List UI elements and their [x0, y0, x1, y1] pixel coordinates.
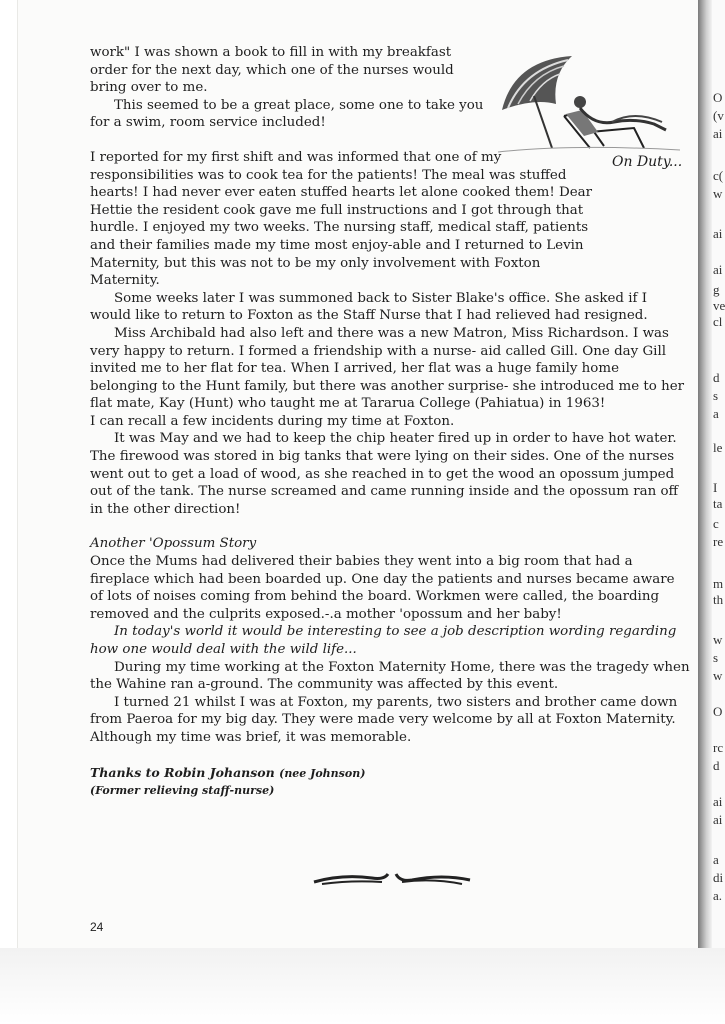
illustration-caption: On Duty... — [612, 154, 683, 170]
next-page-edge — [712, 0, 725, 948]
next-page-fragment: g — [713, 282, 720, 297]
next-page-fragment: rc — [713, 740, 724, 755]
next-page-fragment: th — [713, 592, 724, 607]
next-page-fragment: w — [713, 186, 723, 201]
swash-divider — [312, 868, 472, 890]
next-page-fragment: I — [713, 480, 718, 495]
paragraph: I reported for my first shift and was informed that one of my responsibilities was to cook tea for the patients! The meal was stuffed hearts! I had never ever eaten stuffed hearts let alone cooked them! Dear Hettie the resident cook gave me full instructions and I got through that hurdle. I enjoyed my two weeks. The nursing staff, medical staff, patients and their families made my time most enjoy-able and I returned to Levin Maternity, but this was not to be my only involvement with Foxton Maternity. — [90, 149, 593, 289]
next-page-fragment: di — [713, 870, 724, 885]
paragraph: I turned 21 whilst I was at Foxton, my parents, two sisters and brother came down from Paeroa for my big day. They were made very welcome by all at Foxton Maternity. Although my time was brief, it was memorable. — [90, 694, 678, 745]
next-page-fragment: c( — [713, 168, 724, 183]
next-page-fragment: ai — [713, 226, 723, 241]
paragraph: Once the Mums had delivered their babies they went into a big room that had a fireplace which had been boarded up. One day the patients and nurses became aware of lots of noises coming from behind the board. Workmen were called, the boarding removed and the culprits exposed.-.a mother 'opossum and her baby! — [90, 554, 675, 622]
paragraph: It was May and we had to keep the chip heater fired up in order to have hot water. The firewood was stored in big tanks that were lying on their sides. One of the nurses went out to get a load of wood, as she reached in to get the wood an opossum jumped out of the tank. The nurse screamed and came running inside and the opossum ran off in the other direction! — [90, 431, 679, 517]
next-page-fragment: d — [713, 758, 720, 773]
next-page-fragment: a — [713, 852, 719, 867]
next-page-fragment: ai — [713, 262, 723, 277]
paragraph: During my time working at the Foxton Maternity Home, there was the tragedy when the Wahine ran a-ground. The community was affected by this event. — [90, 659, 690, 693]
book-spine — [698, 0, 712, 1024]
next-page-fragment: ai — [713, 794, 723, 809]
next-page-fragment: w — [713, 668, 723, 683]
next-page-fragment: m — [713, 576, 724, 591]
paragraph: This seemed to be a great place, some one to take you for a swim, room service included! — [90, 97, 484, 131]
section-heading: Another 'Opossum Story — [90, 536, 257, 552]
next-page-fragment: le — [713, 440, 723, 455]
next-page-fragment: s — [713, 388, 719, 403]
paragraph: In today's world it would be interesting to see a job description wording regarding how one would deal with the wild life... — [90, 624, 677, 657]
page-number: 24 — [90, 920, 104, 934]
paragraph: work" I was shown a book to fill in with my breakfast order for the next day, which one of the nurses would bring over to me. — [90, 45, 454, 96]
signature-role: (Former relieving staff-nurse) — [90, 784, 275, 798]
scan-margin — [0, 948, 725, 1024]
next-page-fragment: s — [713, 650, 719, 665]
paragraph: Miss Archibald had also left and there was a new Matron, Miss Richardson. I was very happy to return. I formed a friendship with a nurse- aid called Gill. One day Gill invited me to her flat for tea. When I arrived, her flat was a huge family home belonging to the Hunt family, but there was another surprise- she introduced me to her flat mate, Kay (Hunt) who taught me at Tararua College (Pahiatua) in 1963! — [90, 325, 685, 412]
next-page-fragment: (v — [713, 108, 724, 123]
paragraph: I can recall a few incidents during my time at Foxton. — [90, 413, 455, 429]
next-page-fragment: O — [713, 90, 723, 105]
next-page-fragment: d — [713, 370, 720, 385]
next-page-fragment: ta — [713, 496, 723, 511]
next-page-fragment: ai — [713, 812, 723, 827]
next-page-fragment: O — [713, 704, 723, 719]
next-page-fragment: a — [713, 406, 719, 421]
next-page-fragment: ai — [713, 126, 723, 141]
signature-name: Thanks to Robin Johanson — [90, 764, 275, 780]
article-body — [90, 44, 690, 800]
paragraph: Some weeks later I was summoned back to Sister Blake's office. She asked if I would like to return to Foxton as the Staff Nurse that I had relieved had resigned. — [90, 290, 648, 324]
signature-line — [90, 764, 690, 783]
next-page-fragment: c — [713, 516, 719, 531]
next-page-fragment: re — [713, 534, 724, 549]
signature-nee: (nee Johnson) — [279, 766, 366, 780]
next-page-fragment: w — [713, 632, 723, 647]
next-page-fragment: a. — [713, 888, 723, 903]
next-page-fragment: cl — [713, 314, 723, 329]
next-page-fragment: ve — [713, 298, 725, 313]
